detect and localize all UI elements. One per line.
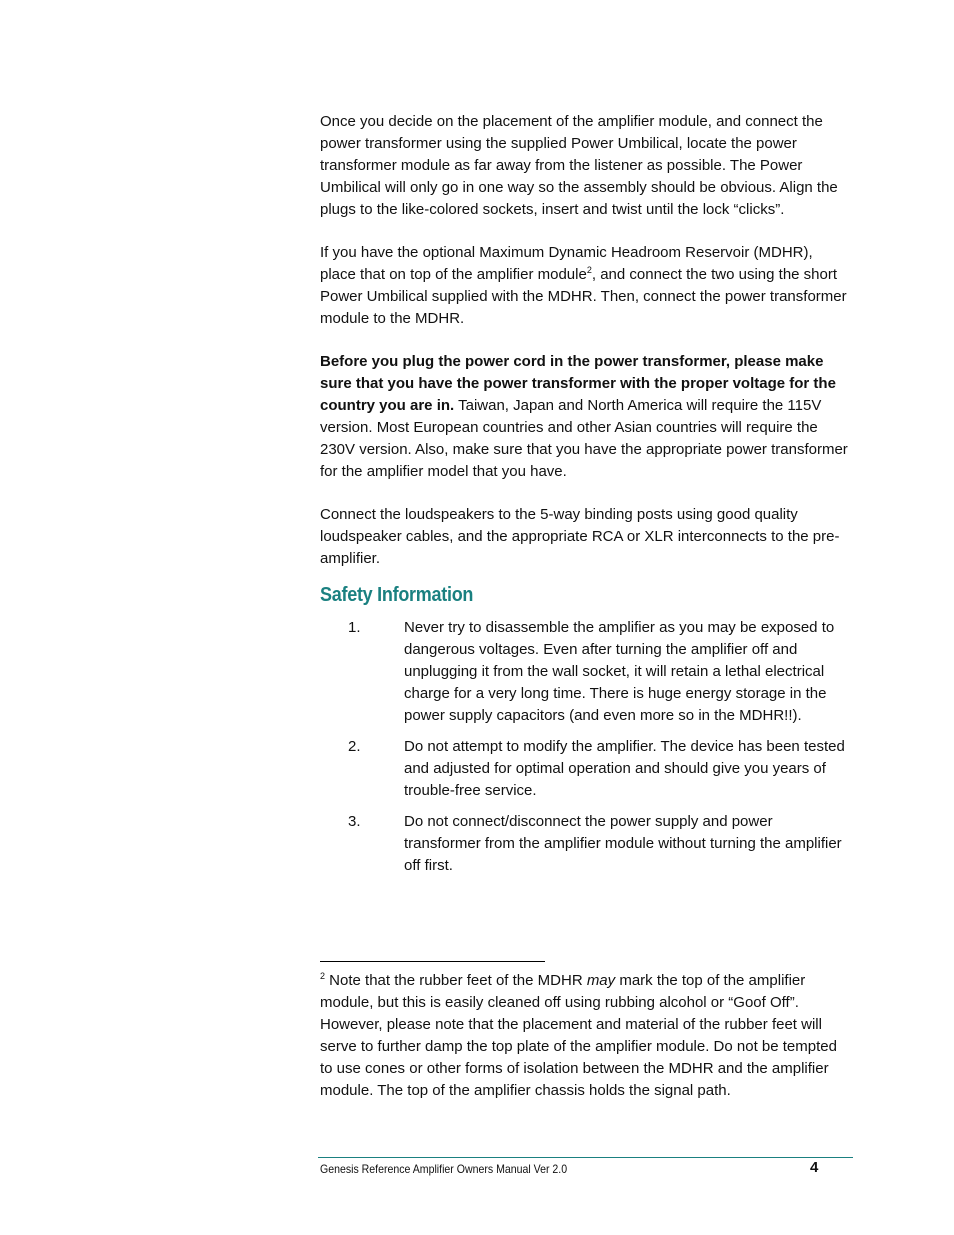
section-heading-safety: Safety Information — [320, 584, 474, 606]
list-item-number: 1. — [348, 619, 361, 636]
list-item-text: Do not connect/disconnect the power supply and power transformer from the amplifier module without turning the amplifier off first. — [404, 813, 842, 874]
footnote-text-start: Note that the rubber feet of the MDHR — [325, 972, 587, 989]
page-number: 4 — [810, 1159, 819, 1176]
list-item — [320, 811, 852, 877]
footnote-text-end: mark the top of the amplifier module, but this is easily cleaned off using rubbing alcohol or “Goof Off”. However, please note that the placement and material of the rubber feet will serve to further damp the top plate of the amplifier module. Do not be tempted to use cones or other forms of isolation between the MDHR and the amplifier module. The top of the amplifier chassis holds the signal path. — [320, 972, 837, 1099]
paragraph-loudspeakers: Connect the loudspeakers to the 5-way binding posts using good quality loudspeaker cables, and the appropriate RCA or XLR interconnects to the pre-amplifier. — [320, 506, 840, 567]
list-item-text: Never try to disassemble the amplifier as you may be exposed to dangerous voltages. Even after turning the amplifier off and unplugging it from the wall socket, it will retain a lethal electrical charge for a very long time. There is huge energy storage in the power supply capacitors (and even more so in the MDHR!!). — [404, 619, 835, 724]
voltage-warning-bold: Before you plug the power cord in the power transformer, please make sure that you have the power transformer with the proper voltage for the country you are in. — [320, 353, 836, 414]
main-content — [320, 111, 852, 886]
paragraph-mdhr-text-start: If you have the optional Maximum Dynamic Headroom Reservoir (MDHR), place that on top of the amplifier module — [320, 244, 813, 283]
paragraph-placement: Once you decide on the placement of the amplifier module, and connect the power transformer using the supplied Power Umbilical, locate the power transformer module as far away from the listener as possible. The Power Umbilical will only go in one way so the assembly should be obvious. Align the plugs to the like-colored sockets, insert and twist until the lock “clicks”. — [320, 113, 838, 218]
list-item — [320, 617, 852, 727]
paragraph-mdhr-text-end: , and connect the two using the short Power Umbilical supplied with the MDHR. Then, connect the power transformer module to the MDHR. — [320, 266, 847, 327]
voltage-warning-text: Taiwan, Japan and North America will require the 115V version. Most European countries and other Asian countries will require the 230V version. Also, make sure that you have the appropriate power transformer for the amplifier model that you have. — [320, 397, 848, 480]
list-item — [320, 736, 852, 802]
paragraph-voltage-warning — [320, 351, 852, 483]
footnote-emphasis: may — [586, 972, 616, 989]
safety-list — [320, 617, 852, 877]
list-item-text: Do not attempt to modify the amplifier. The device has been tested and adjusted for optimal operation and should give you years of trouble-free service. — [404, 738, 845, 799]
list-item-number: 3. — [348, 813, 361, 830]
footnote-marker: 2 — [320, 971, 326, 981]
list-item-number: 2. — [348, 738, 361, 755]
paragraph-mdhr — [320, 242, 852, 330]
footer-divider — [318, 1157, 853, 1158]
footnote — [320, 970, 852, 1102]
footnote-reference: 2 — [586, 265, 592, 275]
footnote-separator — [320, 961, 545, 962]
footer-title: Genesis Reference Amplifier Owners Manual Ver 2.0 — [320, 1162, 568, 1176]
